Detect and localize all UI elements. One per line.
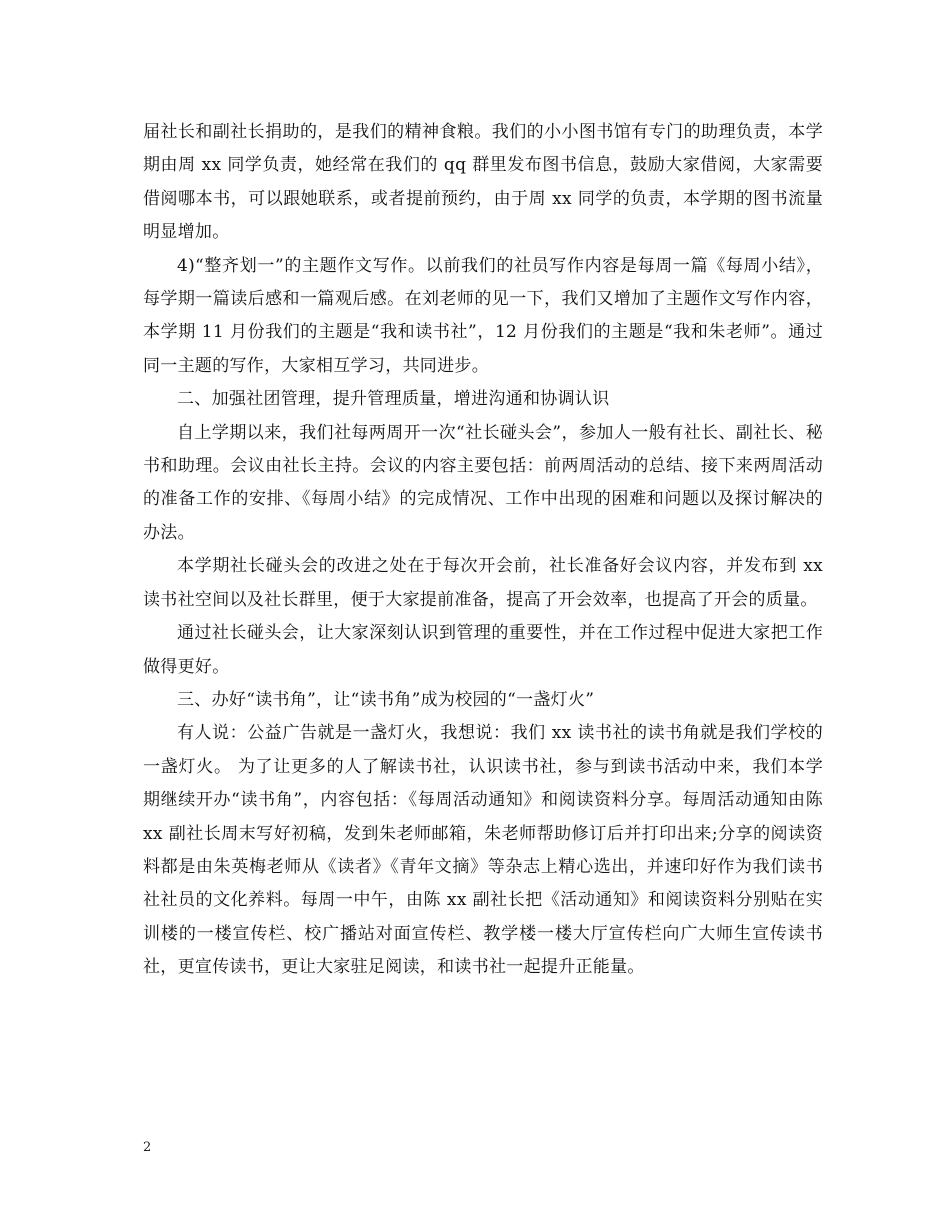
paragraph-library-continuation: 届社长和副社长捐助的，是我们的精神食粮。我们的小小图书馆有专门的助理负责，本学期由周 xx 同学负责，她经常在我们的 qq 群里发布图书信息，鼓励大家借阅，大家需要借阅哪本书，可以跟她联系，或者提前预约，由于周 xx 同学的负责，本学期的图书流量明显增加。 <box>143 122 823 243</box>
paragraph-leaders-meeting: 自上学期以来，我们社每两周开一次“社长碰头会”，参加人一般有社长、副社长、秘书和助理。会议由社长主持。会议的内容主要包括：前两周活动的总结、接下来两周活动的准备工作的安排、《每周小结》的完成情况、工作中出现的困难和问题以及探讨解决的办法。 <box>143 422 823 543</box>
page-number: 2 <box>143 1140 152 1155</box>
paragraph-reading-corner: 有人说：公益广告就是一盏灯火，我想说：我们 xx 读书社的读书角就是我们学校的一盏灯火。 为了让更多的人了解读书社，认识读书社，参与到读书活动中来，我们本学期继续开办“读书角”，内容包括：《每周活动通知》和阅读资料分享。每周活动通知由陈 xx 副社长周末写好初稿，发到朱老师邮箱，朱老师帮助修订后并打印出来;分享的阅读资料都是由朱英梅老师从《读者》《青年文摘》等杂志上精心选出，并速印好作为我们读书社社员的文化养料。每周一中午，由陈 xx 副社长把《活动通知》和阅读资料分别贴在实训楼的一楼宣传栏、校广播站对面宣传栏、教学楼一楼大厅宣传栏向广大师生宣传读书社，更宣传读书，更让大家驻足阅读，和读书社一起提升正能量。 <box>143 723 823 978</box>
paragraph-meeting-improvement: 本学期社长碰头会的改进之处在于每次开会前，社长准备好会议内容，并发布到 xx 读书社空间以及社长群里，便于大家提前准备，提高了开会效率，也提高了开会的质量。 <box>143 556 823 610</box>
section-heading-management: 二、加强社团管理，提升管理质量，增进沟通和协调认识 <box>177 389 610 410</box>
paragraph-themed-writing: 4)“整齐划一”的主题作文写作。以前我们的社员写作内容是每周一篇《每周小结》，每学期一篇读后感和一篇观后感。在刘老师的见一下，我们又增加了主题作文写作内容，本学期 11 月份我们的主题是“我和读书社”，12 月份我们的主题是“我和朱老师”。通过同一主题的写作，大家相互学习，共同进步。 <box>143 255 823 376</box>
paragraph-meeting-benefit: 通过社长碰头会，让大家深刻认识到管理的重要性，并在工作过程中促进大家把工作做得更好。 <box>143 623 823 677</box>
section-heading-reading-corner: 三、办好“读书角”，让“读书角”成为校园的“一盏灯火” <box>177 689 595 710</box>
document-body <box>143 116 823 985</box>
